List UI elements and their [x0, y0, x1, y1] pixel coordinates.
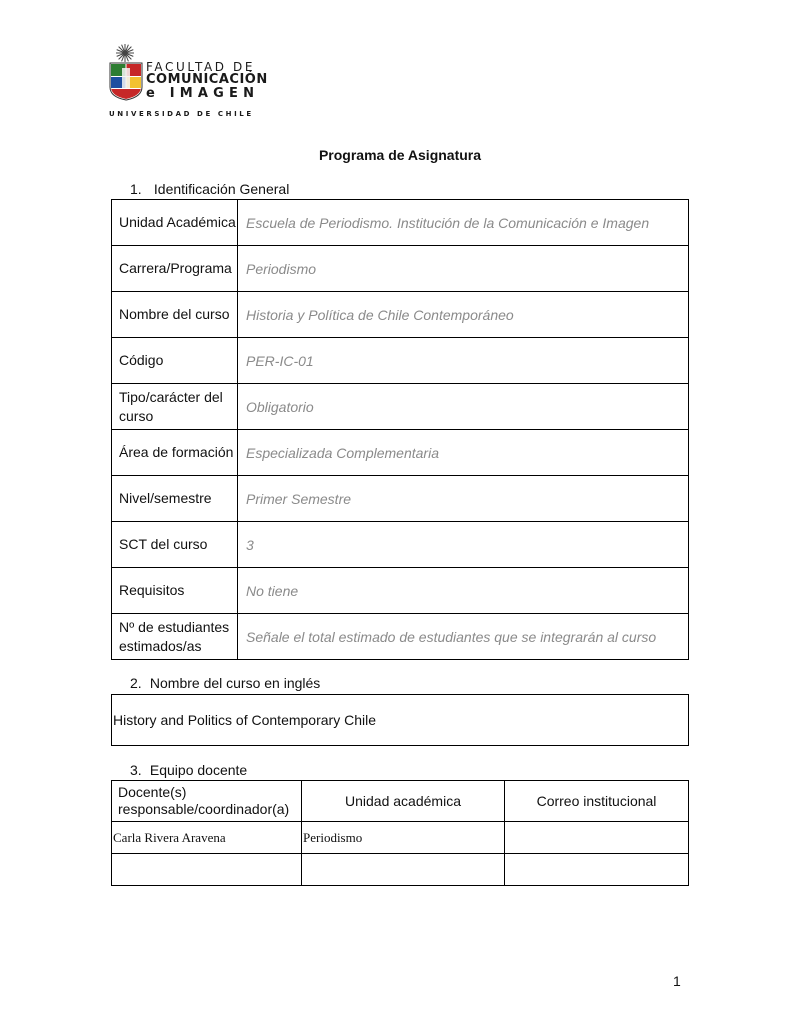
row-value: Especializada Complementaria — [238, 430, 689, 476]
logo-text-image: e IMAGEN — [146, 86, 260, 101]
email-cell — [505, 854, 689, 886]
row-value: Escuela de Periodismo. Institución de la Comunicación e Imagen — [238, 200, 689, 246]
section-1-heading — [130, 181, 289, 197]
table-row — [112, 200, 689, 246]
table-row — [112, 695, 689, 746]
header-teacher: Docente(s) responsable/coordinador(a) — [112, 781, 302, 822]
header-academic-unit: Unidad académica — [302, 781, 505, 822]
document-title: Programa de Asignatura — [318, 147, 482, 163]
teacher-name-cell — [112, 854, 302, 886]
row-value: Señale el total estimado de estudiantes que se integrarán al curso — [238, 614, 689, 660]
row-label: Unidad Académica — [112, 200, 238, 246]
table-row — [112, 338, 689, 384]
table-row — [112, 430, 689, 476]
section-2-title: Nombre del curso en inglés — [149, 675, 321, 691]
row-label: Nombre del curso — [112, 292, 238, 338]
row-value: No tiene — [238, 568, 689, 614]
row-label: Área de formación — [112, 430, 238, 476]
table-row — [112, 384, 689, 430]
row-value: PER-IC-01 — [238, 338, 689, 384]
logo-text-communication: COMUNICACIÓN — [146, 72, 268, 87]
table-row — [112, 614, 689, 660]
section-3-heading — [130, 762, 247, 778]
section-1-title: Identificación General — [153, 181, 290, 197]
row-label: Código — [112, 338, 238, 384]
email-cell — [505, 822, 689, 854]
table-row — [112, 476, 689, 522]
table-row — [112, 854, 689, 886]
logo-text-university: UNIVERSIDAD DE CHILE — [109, 110, 254, 118]
academic-unit-cell — [302, 854, 505, 886]
logo-text-faculty: FACULTAD DE — [146, 60, 256, 74]
header-institutional-email: Correo institucional — [505, 781, 689, 822]
row-value: Periodismo — [238, 246, 689, 292]
row-label: Nº de estudiantes estimados/as — [112, 614, 238, 660]
table-row — [112, 292, 689, 338]
table-row — [112, 246, 689, 292]
section-3-number: 3. — [130, 762, 142, 778]
teaching-team-table — [111, 780, 689, 886]
shield-emblem-icon — [110, 63, 142, 100]
star-emblem-icon — [116, 44, 134, 62]
table-row — [112, 822, 689, 854]
identification-table — [111, 199, 689, 660]
english-course-name: History and Politics of Contemporary Chile — [112, 695, 689, 746]
row-label: Nivel/semestre — [112, 476, 238, 522]
row-value: Primer Semestre — [238, 476, 689, 522]
row-label: SCT del curso — [112, 522, 238, 568]
table-row — [112, 522, 689, 568]
table-header-row — [112, 781, 689, 822]
section-2-number: 2. — [130, 675, 142, 691]
section-3-title: Equipo docente — [149, 762, 248, 778]
page-number: 1 — [673, 973, 681, 989]
academic-unit-cell: Periodismo — [302, 822, 505, 854]
row-value: Historia y Política de Chile Contemporáneo — [238, 292, 689, 338]
section-1-number: 1. — [130, 181, 142, 197]
row-label: Requisitos — [112, 568, 238, 614]
row-value: 3 — [238, 522, 689, 568]
teacher-name-cell: Carla Rivera Aravena — [112, 822, 302, 854]
english-name-table — [111, 694, 689, 746]
row-label: Carrera/Programa — [112, 246, 238, 292]
section-2-heading — [130, 675, 320, 691]
row-label: Tipo/carácter del curso — [112, 384, 238, 430]
row-value: Obligatorio — [238, 384, 689, 430]
table-row — [112, 568, 689, 614]
